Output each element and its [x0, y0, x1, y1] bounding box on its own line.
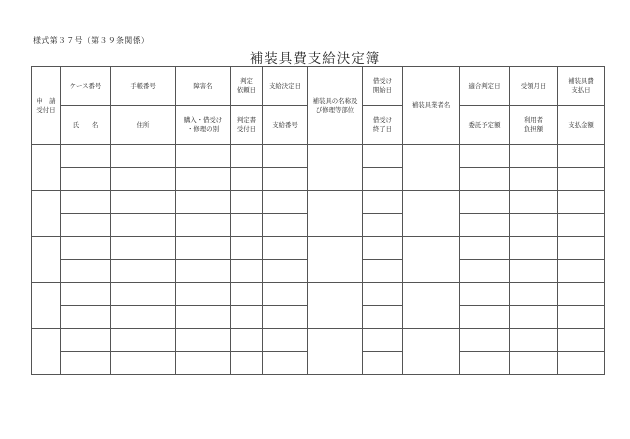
- receipt-month-header: 受領月日: [510, 67, 558, 106]
- entry-row-top: [32, 237, 605, 260]
- entry-cell[interactable]: [61, 145, 111, 168]
- handbook-number-header: 手帳番号: [111, 67, 176, 106]
- entry-cell[interactable]: [510, 168, 558, 191]
- entry-cell[interactable]: [460, 283, 510, 306]
- entry-cell[interactable]: [176, 191, 231, 214]
- entry-cell[interactable]: [558, 260, 605, 283]
- entry-row-top: [32, 145, 605, 168]
- form-number: 様式第３７号（第３９条関係）: [33, 36, 150, 45]
- entry-cell[interactable]: [111, 168, 176, 191]
- entry-cell[interactable]: [510, 329, 558, 352]
- entry-cell[interactable]: [32, 237, 61, 283]
- entry-cell[interactable]: [231, 306, 263, 329]
- entry-cell[interactable]: [308, 329, 363, 375]
- entry-cell[interactable]: [510, 352, 558, 375]
- conformity-date-header: 適合判定日: [460, 67, 510, 106]
- entry-cell[interactable]: [111, 214, 176, 237]
- entry-cell[interactable]: [61, 214, 111, 237]
- entry-cell[interactable]: [558, 145, 605, 168]
- entry-cell[interactable]: [403, 191, 460, 237]
- entry-cell[interactable]: [176, 260, 231, 283]
- entry-cell[interactable]: [363, 168, 403, 191]
- entry-cell[interactable]: [460, 168, 510, 191]
- entry-cell[interactable]: [308, 191, 363, 237]
- entry-cell[interactable]: [403, 237, 460, 283]
- entry-cell[interactable]: [558, 329, 605, 352]
- entry-cell[interactable]: [176, 168, 231, 191]
- entry-cell[interactable]: [61, 283, 111, 306]
- entry-cell[interactable]: [263, 168, 308, 191]
- entry-cell[interactable]: [510, 191, 558, 214]
- entry-cell[interactable]: [308, 145, 363, 191]
- entry-cell[interactable]: [460, 237, 510, 260]
- entry-cell[interactable]: [231, 260, 263, 283]
- entry-cell[interactable]: [558, 237, 605, 260]
- entry-cell[interactable]: [263, 145, 308, 168]
- payment-decision-register-table: [31, 66, 605, 375]
- entry-cell[interactable]: [308, 237, 363, 283]
- entry-cell[interactable]: [111, 283, 176, 306]
- entry-cell[interactable]: [510, 214, 558, 237]
- entry-cell[interactable]: [558, 214, 605, 237]
- entry-cell[interactable]: [363, 237, 403, 260]
- entry-cell[interactable]: [61, 260, 111, 283]
- entry-cell[interactable]: [558, 352, 605, 375]
- entry-cell[interactable]: [363, 352, 403, 375]
- receipt-date-header: 申 請 受付日: [32, 67, 61, 145]
- entry-cell[interactable]: [32, 283, 61, 329]
- vendor-name-header: 補装具業者名: [403, 67, 460, 145]
- purchase-type-header: 購入・借受け ・修理の別: [176, 106, 231, 145]
- entry-cell[interactable]: [558, 191, 605, 214]
- entry-cell[interactable]: [363, 191, 403, 214]
- entry-cell[interactable]: [231, 237, 263, 260]
- payment-number-header: 支給番号: [263, 106, 308, 145]
- header-row-top: [32, 67, 605, 106]
- entry-cell[interactable]: [111, 191, 176, 214]
- judgment-receipt-date-header: 判定書 受付日: [231, 106, 263, 145]
- case-number-header: ケース番号: [61, 67, 111, 106]
- entry-cell[interactable]: [263, 352, 308, 375]
- entry-cell[interactable]: [61, 352, 111, 375]
- entry-cell[interactable]: [61, 329, 111, 352]
- entry-cell[interactable]: [176, 352, 231, 375]
- entry-cell[interactable]: [176, 306, 231, 329]
- name-header: 氏 名: [61, 106, 111, 145]
- entry-cell[interactable]: [558, 168, 605, 191]
- entry-cell[interactable]: [61, 191, 111, 214]
- entry-cell[interactable]: [363, 306, 403, 329]
- entry-cell[interactable]: [111, 329, 176, 352]
- entry-cell[interactable]: [32, 329, 61, 375]
- entry-cell[interactable]: [263, 214, 308, 237]
- entry-row-top: [32, 283, 605, 306]
- document-title: 補装具費支給決定簿: [249, 51, 381, 67]
- entry-cell[interactable]: [363, 260, 403, 283]
- payment-date-header: 補装具費 支払日: [558, 67, 605, 106]
- lease-end-date-header: 借受け 終了日: [363, 106, 403, 145]
- entry-cell[interactable]: [231, 145, 263, 168]
- entry-cell[interactable]: [263, 283, 308, 306]
- entry-cell[interactable]: [460, 352, 510, 375]
- user-burden-header: 利用者 負担額: [510, 106, 558, 145]
- entry-cell[interactable]: [363, 214, 403, 237]
- entry-cell[interactable]: [510, 145, 558, 168]
- entry-cell[interactable]: [363, 329, 403, 352]
- entry-cell[interactable]: [111, 237, 176, 260]
- lease-start-date-header: 借受け 開始日: [363, 67, 403, 106]
- entry-cell[interactable]: [263, 260, 308, 283]
- entry-cell[interactable]: [111, 352, 176, 375]
- entry-cell[interactable]: [460, 306, 510, 329]
- payment-decision-date-header: 支給決定日: [263, 67, 308, 106]
- entry-cell[interactable]: [231, 283, 263, 306]
- entry-cell[interactable]: [558, 306, 605, 329]
- entry-cell[interactable]: [231, 329, 263, 352]
- entry-cell[interactable]: [231, 191, 263, 214]
- entry-cell[interactable]: [263, 237, 308, 260]
- entry-cell[interactable]: [61, 237, 111, 260]
- entry-cell[interactable]: [460, 191, 510, 214]
- entry-cell[interactable]: [176, 145, 231, 168]
- commission-amount-header: 委託予定額: [460, 106, 510, 145]
- entry-cell[interactable]: [263, 329, 308, 352]
- entry-cell[interactable]: [263, 306, 308, 329]
- entry-cell[interactable]: [176, 237, 231, 260]
- entry-cell[interactable]: [403, 329, 460, 375]
- entry-cell[interactable]: [460, 145, 510, 168]
- entry-cell[interactable]: [460, 260, 510, 283]
- payment-amount-header: 支払金額: [558, 106, 605, 145]
- entry-cell[interactable]: [32, 145, 61, 191]
- entry-cell[interactable]: [176, 283, 231, 306]
- address-header: 住所: [111, 106, 176, 145]
- entry-cell[interactable]: [111, 145, 176, 168]
- entry-cell[interactable]: [32, 191, 61, 237]
- entry-cell[interactable]: [363, 145, 403, 168]
- entry-cell[interactable]: [61, 306, 111, 329]
- entry-cell[interactable]: [510, 260, 558, 283]
- entry-cell[interactable]: [61, 168, 111, 191]
- entry-cell[interactable]: [231, 352, 263, 375]
- entry-cell[interactable]: [403, 145, 460, 191]
- entry-row-top: [32, 191, 605, 214]
- device-name-header: 補装具の名称及 び修理等部位: [308, 67, 363, 145]
- entry-cell[interactable]: [363, 283, 403, 306]
- judgment-request-date-header: 判定 依頼日: [231, 67, 263, 106]
- entry-cell[interactable]: [111, 306, 176, 329]
- entry-cell[interactable]: [403, 283, 460, 329]
- entry-cell[interactable]: [111, 260, 176, 283]
- entry-cell[interactable]: [176, 329, 231, 352]
- entry-row-top: [32, 329, 605, 352]
- entry-cell[interactable]: [460, 329, 510, 352]
- entry-cell[interactable]: [558, 283, 605, 306]
- entry-cell[interactable]: [510, 283, 558, 306]
- entry-cell[interactable]: [176, 214, 231, 237]
- entry-cell[interactable]: [510, 237, 558, 260]
- disability-name-header: 障害名: [176, 67, 231, 106]
- entry-cell[interactable]: [460, 214, 510, 237]
- entry-cell[interactable]: [308, 283, 363, 329]
- entry-cell[interactable]: [231, 214, 263, 237]
- entry-cell[interactable]: [510, 306, 558, 329]
- entry-cell[interactable]: [231, 168, 263, 191]
- entry-cell[interactable]: [263, 191, 308, 214]
